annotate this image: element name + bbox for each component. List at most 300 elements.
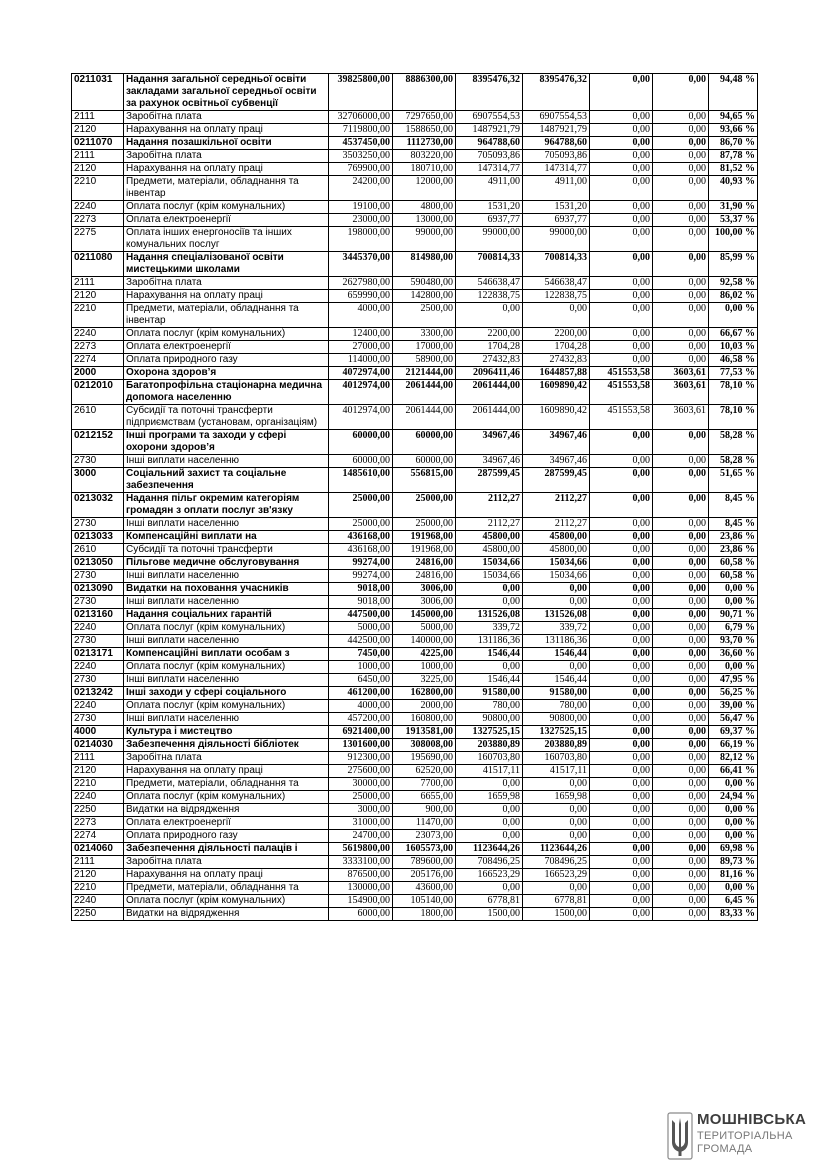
row-period-plan-cell: 3225,00 [393, 674, 456, 687]
row-other2-cell: 0,00 [653, 895, 709, 908]
row-code-cell: 2610 [72, 544, 124, 557]
row-code-cell: 2273 [72, 817, 124, 830]
row-cash-executed-cell: 41517,11 [523, 765, 590, 778]
row-annual-plan-cell: 659990,00 [329, 290, 393, 303]
row-code-cell: 0211031 [72, 74, 124, 111]
row-name-cell: Заробітна плата [124, 277, 329, 290]
row-other2-cell: 0,00 [653, 290, 709, 303]
row-cash-executed-cell: 0,00 [523, 583, 590, 596]
row-name-cell: Інші заходи у сфері соціального [124, 687, 329, 700]
row-other-cell: 0,00 [590, 713, 653, 726]
table-row [72, 367, 758, 380]
row-executed-cell: 34967,46 [456, 430, 523, 455]
table-row [72, 328, 758, 341]
row-percent-cell: 60,58 % [709, 557, 758, 570]
table-row [72, 290, 758, 303]
row-executed-cell: 546638,47 [456, 277, 523, 290]
row-other-cell: 0,00 [590, 765, 653, 778]
row-code-cell: 2250 [72, 908, 124, 921]
row-period-plan-cell: 13000,00 [393, 214, 456, 227]
row-code-cell: 2111 [72, 150, 124, 163]
row-cash-executed-cell: 6778,81 [523, 895, 590, 908]
row-other2-cell: 3603,61 [653, 380, 709, 405]
row-name-cell: Інші виплати населенню [124, 713, 329, 726]
row-period-plan-cell: 8886300,00 [393, 74, 456, 111]
table-row [72, 137, 758, 150]
row-executed-cell: 0,00 [456, 830, 523, 843]
row-other-cell: 0,00 [590, 493, 653, 518]
table-row [72, 176, 758, 201]
row-cash-executed-cell: 203880,89 [523, 739, 590, 752]
row-other-cell: 0,00 [590, 518, 653, 531]
row-period-plan-cell: 900,00 [393, 804, 456, 817]
row-annual-plan-cell: 25000,00 [329, 518, 393, 531]
row-cash-executed-cell: 0,00 [523, 817, 590, 830]
row-code-cell: 2610 [72, 405, 124, 430]
row-period-plan-cell: 3006,00 [393, 596, 456, 609]
row-other-cell: 0,00 [590, 700, 653, 713]
row-code-cell: 0211070 [72, 137, 124, 150]
row-other2-cell: 0,00 [653, 674, 709, 687]
row-percent-cell: 10,03 % [709, 341, 758, 354]
row-other-cell: 0,00 [590, 124, 653, 137]
row-other-cell: 451553,58 [590, 405, 653, 430]
row-percent-cell: 40,93 % [709, 176, 758, 201]
row-percent-cell: 83,33 % [709, 908, 758, 921]
row-cash-executed-cell: 166523,29 [523, 869, 590, 882]
row-cash-executed-cell: 4911,00 [523, 176, 590, 201]
row-name-cell: Нарахування на оплату праці [124, 290, 329, 303]
row-percent-cell: 78,10 % [709, 380, 758, 405]
row-period-plan-cell: 590480,00 [393, 277, 456, 290]
row-executed-cell: 0,00 [456, 804, 523, 817]
row-other-cell: 0,00 [590, 895, 653, 908]
row-other-cell: 0,00 [590, 752, 653, 765]
row-other-cell: 0,00 [590, 817, 653, 830]
row-other2-cell: 0,00 [653, 791, 709, 804]
row-percent-cell: 0,00 % [709, 830, 758, 843]
row-annual-plan-cell: 5000,00 [329, 622, 393, 635]
row-cash-executed-cell: 131526,08 [523, 609, 590, 622]
row-code-cell: 2274 [72, 830, 124, 843]
row-other2-cell: 0,00 [653, 856, 709, 869]
row-code-cell: 2111 [72, 111, 124, 124]
row-code-cell: 2120 [72, 765, 124, 778]
trident-icon [667, 1112, 693, 1160]
row-code-cell: 2240 [72, 700, 124, 713]
row-period-plan-cell: 1112730,00 [393, 137, 456, 150]
row-name-cell: Оплата послуг (крім комунальних) [124, 328, 329, 341]
row-annual-plan-cell: 876500,00 [329, 869, 393, 882]
row-annual-plan-cell: 19100,00 [329, 201, 393, 214]
row-annual-plan-cell: 4072974,00 [329, 367, 393, 380]
row-executed-cell: 287599,45 [456, 468, 523, 493]
row-executed-cell: 6937,77 [456, 214, 523, 227]
row-period-plan-cell: 2061444,00 [393, 380, 456, 405]
logo-subtitle-line1: ТЕРИТОРІАЛЬНА [697, 1130, 793, 1142]
row-period-plan-cell: 5000,00 [393, 622, 456, 635]
row-percent-cell: 0,00 % [709, 882, 758, 895]
row-code-cell: 2111 [72, 856, 124, 869]
row-other-cell: 0,00 [590, 455, 653, 468]
row-code-cell: 2210 [72, 778, 124, 791]
row-name-cell: Інші виплати населенню [124, 635, 329, 648]
row-executed-cell: 0,00 [456, 661, 523, 674]
row-period-plan-cell: 3300,00 [393, 328, 456, 341]
row-other2-cell: 3603,61 [653, 405, 709, 430]
row-period-plan-cell: 1913581,00 [393, 726, 456, 739]
row-percent-cell: 47,95 % [709, 674, 758, 687]
row-annual-plan-cell: 25000,00 [329, 493, 393, 518]
row-name-cell: Компенсаційні виплати особам з [124, 648, 329, 661]
row-percent-cell: 24,94 % [709, 791, 758, 804]
row-annual-plan-cell: 1301600,00 [329, 739, 393, 752]
table-row [72, 531, 758, 544]
table-row [72, 570, 758, 583]
row-executed-cell: 34967,46 [456, 455, 523, 468]
row-period-plan-cell: 11470,00 [393, 817, 456, 830]
table-row [72, 908, 758, 921]
row-executed-cell: 131526,08 [456, 609, 523, 622]
budget-table [71, 73, 758, 921]
row-cash-executed-cell: 45800,00 [523, 544, 590, 557]
table-row [72, 752, 758, 765]
row-other2-cell: 0,00 [653, 778, 709, 791]
row-cash-executed-cell: 6907554,53 [523, 111, 590, 124]
row-executed-cell: 1500,00 [456, 908, 523, 921]
row-other-cell: 0,00 [590, 804, 653, 817]
row-annual-plan-cell: 275600,00 [329, 765, 393, 778]
table-row [72, 354, 758, 367]
row-cash-executed-cell: 1123644,26 [523, 843, 590, 856]
row-code-cell: 0213033 [72, 531, 124, 544]
row-annual-plan-cell: 457200,00 [329, 713, 393, 726]
row-code-cell: 4000 [72, 726, 124, 739]
row-percent-cell: 81,52 % [709, 163, 758, 176]
row-name-cell: Предмети, матеріали, обладнання та інвентар [124, 303, 329, 328]
row-annual-plan-cell: 30000,00 [329, 778, 393, 791]
row-period-plan-cell: 60000,00 [393, 455, 456, 468]
row-other-cell: 0,00 [590, 739, 653, 752]
row-name-cell: Компенсаційні виплати на [124, 531, 329, 544]
row-cash-executed-cell: 1327525,15 [523, 726, 590, 739]
row-name-cell: Оплата послуг (крім комунальних) [124, 661, 329, 674]
row-period-plan-cell: 2121444,00 [393, 367, 456, 380]
row-name-cell: Інші виплати населенню [124, 455, 329, 468]
row-other-cell: 0,00 [590, 303, 653, 328]
row-executed-cell: 203880,89 [456, 739, 523, 752]
row-other2-cell: 0,00 [653, 869, 709, 882]
row-cash-executed-cell: 147314,77 [523, 163, 590, 176]
row-percent-cell: 82,12 % [709, 752, 758, 765]
row-executed-cell: 45800,00 [456, 531, 523, 544]
row-cash-executed-cell: 1546,44 [523, 674, 590, 687]
row-period-plan-cell: 205176,00 [393, 869, 456, 882]
row-period-plan-cell: 789600,00 [393, 856, 456, 869]
table-row [72, 622, 758, 635]
row-percent-cell: 0,00 % [709, 778, 758, 791]
row-code-cell: 2730 [72, 713, 124, 726]
row-other2-cell: 0,00 [653, 765, 709, 778]
row-name-cell: Видатки на поховання учасників [124, 583, 329, 596]
table-row [72, 468, 758, 493]
row-code-cell: 2240 [72, 328, 124, 341]
row-other-cell: 0,00 [590, 214, 653, 227]
row-executed-cell: 131186,36 [456, 635, 523, 648]
row-cash-executed-cell: 0,00 [523, 830, 590, 843]
row-cash-executed-cell: 0,00 [523, 661, 590, 674]
row-other-cell: 0,00 [590, 163, 653, 176]
row-code-cell: 0213242 [72, 687, 124, 700]
row-percent-cell: 90,71 % [709, 609, 758, 622]
row-code-cell: 0214060 [72, 843, 124, 856]
row-annual-plan-cell: 60000,00 [329, 430, 393, 455]
row-name-cell: Оплата послуг (крім комунальних) [124, 622, 329, 635]
table-row [72, 111, 758, 124]
row-other2-cell: 0,00 [653, 804, 709, 817]
row-annual-plan-cell: 6921400,00 [329, 726, 393, 739]
row-percent-cell: 58,28 % [709, 455, 758, 468]
table-row [72, 544, 758, 557]
row-other2-cell: 0,00 [653, 609, 709, 622]
row-code-cell: 2240 [72, 791, 124, 804]
row-percent-cell: 51,65 % [709, 468, 758, 493]
row-cash-executed-cell: 1609890,42 [523, 380, 590, 405]
row-other2-cell: 0,00 [653, 150, 709, 163]
row-other2-cell: 0,00 [653, 661, 709, 674]
row-other-cell: 0,00 [590, 583, 653, 596]
row-other-cell: 0,00 [590, 252, 653, 277]
row-period-plan-cell: 99000,00 [393, 227, 456, 252]
row-other2-cell: 0,00 [653, 201, 709, 214]
row-other2-cell: 0,00 [653, 700, 709, 713]
row-name-cell: Надання спеціалізованої освіти мистецькими школами [124, 252, 329, 277]
row-period-plan-cell: 43600,00 [393, 882, 456, 895]
row-executed-cell: 2061444,00 [456, 380, 523, 405]
row-other2-cell: 0,00 [653, 430, 709, 455]
row-name-cell: Охорона здоров’я [124, 367, 329, 380]
row-code-cell: 2120 [72, 124, 124, 137]
row-percent-cell: 31,90 % [709, 201, 758, 214]
row-code-cell: 2240 [72, 661, 124, 674]
table-row [72, 843, 758, 856]
row-executed-cell: 1546,44 [456, 674, 523, 687]
row-other2-cell: 0,00 [653, 596, 709, 609]
table-row [72, 583, 758, 596]
table-row [72, 700, 758, 713]
row-executed-cell: 122838,75 [456, 290, 523, 303]
row-executed-cell: 705093,86 [456, 150, 523, 163]
row-executed-cell: 1546,44 [456, 648, 523, 661]
row-executed-cell: 0,00 [456, 303, 523, 328]
row-cash-executed-cell: 122838,75 [523, 290, 590, 303]
row-period-plan-cell: 6655,00 [393, 791, 456, 804]
table-row [72, 74, 758, 111]
row-percent-cell: 53,37 % [709, 214, 758, 227]
row-other-cell: 0,00 [590, 201, 653, 214]
row-code-cell: 2111 [72, 277, 124, 290]
row-annual-plan-cell: 198000,00 [329, 227, 393, 252]
row-cash-executed-cell: 2112,27 [523, 493, 590, 518]
row-name-cell: Оплата природного газу [124, 830, 329, 843]
row-other2-cell: 0,00 [653, 622, 709, 635]
row-cash-executed-cell: 2200,00 [523, 328, 590, 341]
row-annual-plan-cell: 4012974,00 [329, 380, 393, 405]
row-other-cell: 0,00 [590, 341, 653, 354]
logo-brand-text: МОШНІВСЬКА [697, 1111, 807, 1128]
row-code-cell: 0213160 [72, 609, 124, 622]
row-other-cell: 0,00 [590, 570, 653, 583]
row-annual-plan-cell: 6000,00 [329, 908, 393, 921]
row-annual-plan-cell: 4537450,00 [329, 137, 393, 150]
row-other2-cell: 0,00 [653, 739, 709, 752]
budget-table-container [71, 73, 757, 921]
row-annual-plan-cell: 2627980,00 [329, 277, 393, 290]
row-executed-cell: 964788,60 [456, 137, 523, 150]
row-executed-cell: 6907554,53 [456, 111, 523, 124]
row-other2-cell: 0,00 [653, 518, 709, 531]
row-cash-executed-cell: 964788,60 [523, 137, 590, 150]
row-cash-executed-cell: 708496,25 [523, 856, 590, 869]
row-executed-cell: 15034,66 [456, 570, 523, 583]
table-row [72, 596, 758, 609]
row-annual-plan-cell: 3445370,00 [329, 252, 393, 277]
table-row [72, 687, 758, 700]
row-annual-plan-cell: 436168,00 [329, 544, 393, 557]
row-executed-cell: 15034,66 [456, 557, 523, 570]
row-other-cell: 0,00 [590, 908, 653, 921]
row-executed-cell: 1704,28 [456, 341, 523, 354]
row-other-cell: 0,00 [590, 882, 653, 895]
row-code-cell: 2120 [72, 163, 124, 176]
row-percent-cell: 78,10 % [709, 405, 758, 430]
row-name-cell: Надання соціальних гарантій [124, 609, 329, 622]
row-other-cell: 0,00 [590, 137, 653, 150]
row-cash-executed-cell: 1609890,42 [523, 405, 590, 430]
row-period-plan-cell: 105140,00 [393, 895, 456, 908]
row-period-plan-cell: 3006,00 [393, 583, 456, 596]
row-other2-cell: 0,00 [653, 74, 709, 111]
row-other2-cell: 3603,61 [653, 367, 709, 380]
row-period-plan-cell: 145000,00 [393, 609, 456, 622]
row-executed-cell: 780,00 [456, 700, 523, 713]
row-cash-executed-cell: 1659,98 [523, 791, 590, 804]
row-percent-cell: 0,00 % [709, 817, 758, 830]
table-row [72, 303, 758, 328]
row-percent-cell: 6,45 % [709, 895, 758, 908]
row-other-cell: 0,00 [590, 687, 653, 700]
row-annual-plan-cell: 3503250,00 [329, 150, 393, 163]
row-percent-cell: 85,99 % [709, 252, 758, 277]
row-other-cell: 0,00 [590, 430, 653, 455]
row-annual-plan-cell: 114000,00 [329, 354, 393, 367]
row-period-plan-cell: 4225,00 [393, 648, 456, 661]
row-code-cell: 2240 [72, 895, 124, 908]
row-percent-cell: 0,00 % [709, 804, 758, 817]
row-annual-plan-cell: 31000,00 [329, 817, 393, 830]
row-other-cell: 0,00 [590, 856, 653, 869]
row-cash-executed-cell: 1644857,88 [523, 367, 590, 380]
row-cash-executed-cell: 34967,46 [523, 455, 590, 468]
row-name-cell: Оплата інших енергоносіїв та інших комунальних послуг [124, 227, 329, 252]
row-period-plan-cell: 180710,00 [393, 163, 456, 176]
row-other2-cell: 0,00 [653, 648, 709, 661]
table-row [72, 277, 758, 290]
row-cash-executed-cell: 0,00 [523, 804, 590, 817]
row-executed-cell: 8395476,32 [456, 74, 523, 111]
row-period-plan-cell: 195690,00 [393, 752, 456, 765]
row-other-cell: 451553,58 [590, 380, 653, 405]
row-other2-cell: 0,00 [653, 277, 709, 290]
row-other2-cell: 0,00 [653, 214, 709, 227]
row-percent-cell: 89,73 % [709, 856, 758, 869]
row-cash-executed-cell: 1704,28 [523, 341, 590, 354]
row-code-cell: 0213090 [72, 583, 124, 596]
row-percent-cell: 77,53 % [709, 367, 758, 380]
row-percent-cell: 93,66 % [709, 124, 758, 137]
table-row [72, 150, 758, 163]
row-annual-plan-cell: 12400,00 [329, 328, 393, 341]
row-other2-cell: 0,00 [653, 843, 709, 856]
row-other2-cell: 0,00 [653, 176, 709, 201]
row-name-cell: Заробітна плата [124, 150, 329, 163]
row-percent-cell: 0,00 % [709, 583, 758, 596]
row-code-cell: 0212010 [72, 380, 124, 405]
row-period-plan-cell: 2000,00 [393, 700, 456, 713]
row-cash-executed-cell: 0,00 [523, 303, 590, 328]
row-cash-executed-cell: 780,00 [523, 700, 590, 713]
row-annual-plan-cell: 912300,00 [329, 752, 393, 765]
row-annual-plan-cell: 32706000,00 [329, 111, 393, 124]
row-code-cell: 2000 [72, 367, 124, 380]
row-other2-cell: 0,00 [653, 124, 709, 137]
row-code-cell: 2730 [72, 518, 124, 531]
row-percent-cell: 86,70 % [709, 137, 758, 150]
row-period-plan-cell: 308008,00 [393, 739, 456, 752]
row-name-cell: Оплата електроенергії [124, 214, 329, 227]
row-period-plan-cell: 62520,00 [393, 765, 456, 778]
row-name-cell: Нарахування на оплату праці [124, 124, 329, 137]
row-name-cell: Інші виплати населенню [124, 570, 329, 583]
row-code-cell: 2240 [72, 201, 124, 214]
table-row [72, 778, 758, 791]
row-name-cell: Оплата електроенергії [124, 817, 329, 830]
row-other2-cell: 0,00 [653, 111, 709, 124]
row-cash-executed-cell: 99000,00 [523, 227, 590, 252]
row-other2-cell: 0,00 [653, 570, 709, 583]
table-row [72, 882, 758, 895]
table-row [72, 557, 758, 570]
row-annual-plan-cell: 6450,00 [329, 674, 393, 687]
row-percent-cell: 36,60 % [709, 648, 758, 661]
row-code-cell: 2250 [72, 804, 124, 817]
row-period-plan-cell: 803220,00 [393, 150, 456, 163]
row-other-cell: 0,00 [590, 596, 653, 609]
row-annual-plan-cell: 5619800,00 [329, 843, 393, 856]
row-cash-executed-cell: 1546,44 [523, 648, 590, 661]
row-other-cell: 0,00 [590, 544, 653, 557]
row-cash-executed-cell: 6937,77 [523, 214, 590, 227]
row-other-cell: 0,00 [590, 635, 653, 648]
row-percent-cell: 94,65 % [709, 111, 758, 124]
row-name-cell: Культура і мистецтво [124, 726, 329, 739]
table-row [72, 830, 758, 843]
table-row [72, 430, 758, 455]
row-name-cell: Соціальний захист та соціальне забезпечення [124, 468, 329, 493]
row-name-cell: Інші виплати населенню [124, 518, 329, 531]
row-executed-cell: 91580,00 [456, 687, 523, 700]
row-percent-cell: 69,37 % [709, 726, 758, 739]
